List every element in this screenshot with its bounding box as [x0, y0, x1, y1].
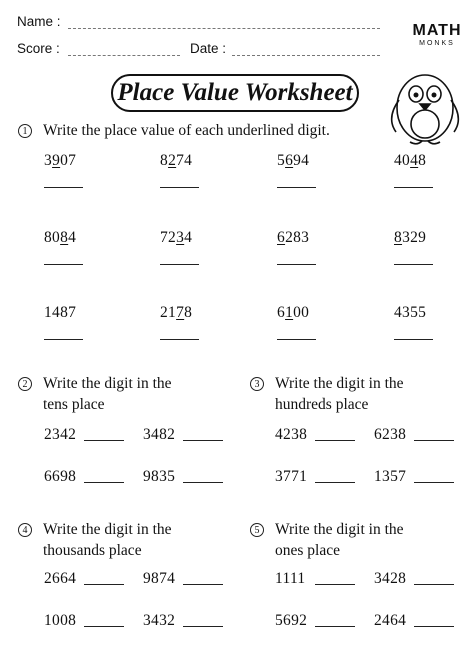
q1-number: 3907 — [44, 152, 77, 169]
q1-number: 4355 — [394, 304, 427, 321]
q5-number: 2464 — [374, 612, 407, 629]
q1-answer-blank[interactable] — [277, 339, 316, 340]
q3-number: 4238 — [275, 426, 308, 443]
underlined-digit: 9 — [52, 152, 61, 169]
q3-number: 3771 — [275, 468, 308, 485]
logo-subtitle: MONKS — [419, 40, 455, 47]
logo — [412, 22, 462, 47]
question-3-prompt-line2: hundreds place — [275, 396, 369, 413]
q4-answer-blank[interactable] — [183, 626, 223, 627]
q1-answer-blank[interactable] — [160, 187, 199, 188]
q1-answer-blank[interactable] — [277, 187, 316, 188]
q4-number: 1008 — [44, 612, 77, 629]
q1-answer-blank[interactable] — [44, 264, 83, 265]
q2-number: 2342 — [44, 426, 77, 443]
q3-answer-blank[interactable] — [414, 440, 454, 441]
score-field[interactable] — [68, 55, 180, 56]
underlined-digit: 7 — [176, 304, 185, 321]
underlined-digit: 2 — [168, 152, 177, 169]
q5-number: 3428 — [374, 570, 407, 587]
worksheet-title: Place Value Worksheet — [111, 74, 359, 112]
question-1-prompt: Write the place value of each underlined digit. — [43, 122, 330, 139]
question-2-prompt-line2: tens place — [43, 396, 105, 413]
q1-answer-blank[interactable] — [44, 339, 83, 340]
q1-answer-blank[interactable] — [394, 187, 433, 188]
q5-number: 1111 — [275, 570, 306, 587]
date-label: Date : — [190, 41, 227, 56]
q2-answer-blank[interactable] — [84, 482, 124, 483]
penguin-mascot-icon — [384, 60, 466, 150]
q5-answer-blank[interactable] — [315, 584, 355, 585]
q3-answer-blank[interactable] — [414, 482, 454, 483]
q3-answer-blank[interactable] — [315, 440, 355, 441]
q4-number: 3432 — [143, 612, 176, 629]
q4-number: 2664 — [44, 570, 77, 587]
date-field[interactable] — [232, 55, 380, 56]
logo-title: MATH — [412, 22, 462, 39]
question-4-number: 4 — [18, 523, 32, 537]
score-label: Score : — [17, 41, 60, 56]
question-3-number: 3 — [250, 377, 264, 391]
q1-answer-blank[interactable] — [160, 264, 199, 265]
q4-number: 9874 — [143, 570, 176, 587]
q1-answer-blank[interactable] — [44, 187, 83, 188]
q4-answer-blank[interactable] — [84, 626, 124, 627]
question-4-prompt-line1: Write the digit in the — [43, 521, 172, 538]
q2-answer-blank[interactable] — [183, 440, 223, 441]
q1-number: 1487 — [44, 304, 77, 321]
question-5-number: 5 — [250, 523, 264, 537]
q3-number: 6238 — [374, 426, 407, 443]
q1-answer-blank[interactable] — [277, 264, 316, 265]
q2-number: 9835 — [143, 468, 176, 485]
q1-number: 5694 — [277, 152, 310, 169]
q1-answer-blank[interactable] — [394, 264, 433, 265]
q1-answer-blank[interactable] — [160, 339, 199, 340]
question-2-number: 2 — [18, 377, 32, 391]
name-field[interactable] — [68, 28, 380, 29]
q1-number: 6283 — [277, 229, 310, 246]
q4-answer-blank[interactable] — [183, 584, 223, 585]
question-4-prompt-line2: thousands place — [43, 542, 142, 559]
question-2-prompt-line1: Write the digit in the — [43, 375, 172, 392]
q5-number: 5692 — [275, 612, 308, 629]
q2-answer-blank[interactable] — [84, 440, 124, 441]
underlined-digit: 3 — [176, 229, 185, 246]
q5-answer-blank[interactable] — [315, 626, 355, 627]
question-5-prompt-line2: ones place — [275, 542, 340, 559]
underlined-digit: 6 — [277, 229, 286, 246]
underlined-digit: 4 — [410, 152, 419, 169]
q1-number: 4048 — [394, 152, 427, 169]
q3-number: 1357 — [374, 468, 407, 485]
name-label: Name : — [17, 14, 61, 29]
q2-number: 3482 — [143, 426, 176, 443]
q5-answer-blank[interactable] — [414, 584, 454, 585]
q1-number: 8329 — [394, 229, 427, 246]
question-5-prompt-line1: Write the digit in the — [275, 521, 404, 538]
q1-number: 8084 — [44, 229, 77, 246]
q2-answer-blank[interactable] — [183, 482, 223, 483]
question-1-number: 1 — [18, 124, 32, 138]
underlined-digit: 8 — [394, 229, 403, 246]
q2-number: 6698 — [44, 468, 77, 485]
question-3-prompt-line1: Write the digit in the — [275, 375, 404, 392]
q3-answer-blank[interactable] — [315, 482, 355, 483]
q1-number: 2178 — [160, 304, 193, 321]
q1-number: 8274 — [160, 152, 193, 169]
q5-answer-blank[interactable] — [414, 626, 454, 627]
underlined-digit: 8 — [60, 229, 69, 246]
underlined-digit: 1 — [285, 304, 294, 321]
q4-answer-blank[interactable] — [84, 584, 124, 585]
q1-number: 6100 — [277, 304, 310, 321]
q1-number: 7234 — [160, 229, 193, 246]
underlined-digit: 6 — [285, 152, 294, 169]
q1-answer-blank[interactable] — [394, 339, 433, 340]
